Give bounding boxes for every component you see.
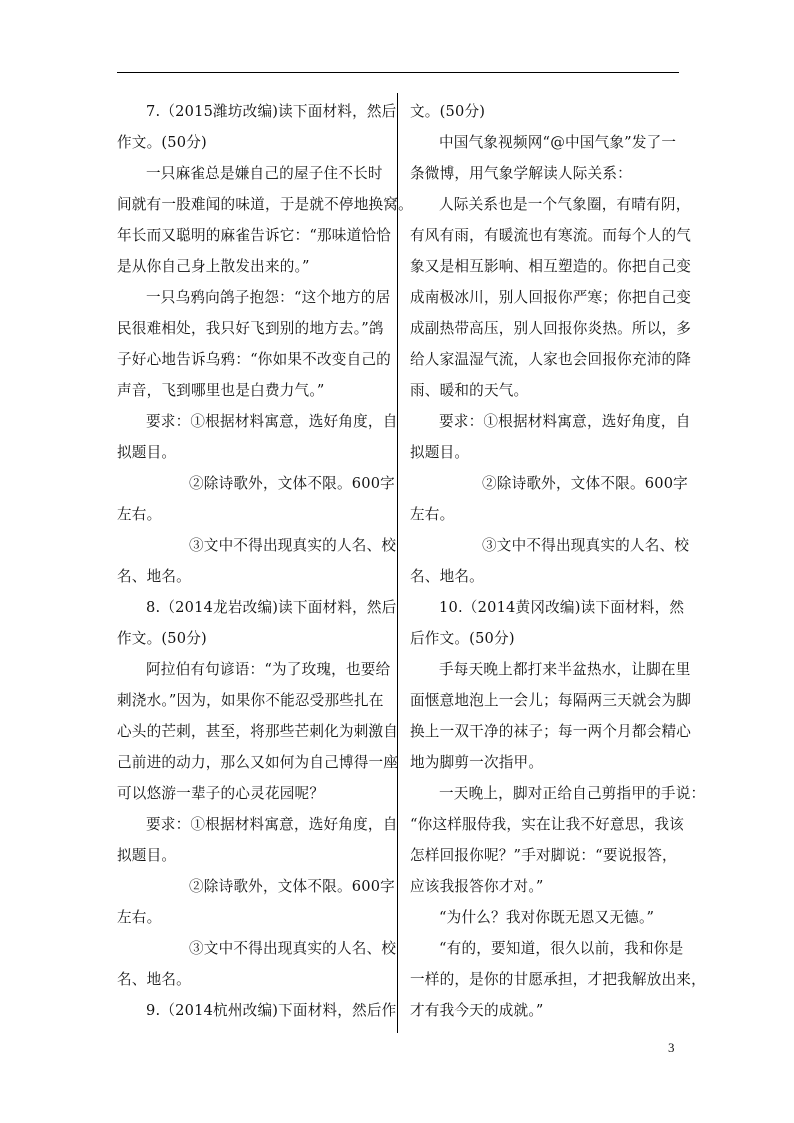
page-number: 3: [668, 1040, 675, 1055]
text-line: “有的，要知道，很久以前，我和你是: [439, 940, 684, 957]
text-line: 要求：①根据材料寓意，选好角度，自: [439, 413, 691, 430]
text-line: ②除诗歌外，文体不限。600字: [189, 475, 395, 492]
text-line: 怎样回报你呢？”手对脚说：“要说报答，: [410, 847, 677, 864]
text-line: 条微博，用气象学解读人际关系：: [410, 165, 632, 182]
text-line: 象又是相互影响、相互塑造的。你把自己变: [410, 258, 692, 275]
text-line: “你这样服侍我，实在让我不好意思，我该: [410, 816, 684, 833]
text-line: 8.（2014龙岩改编)读下面材料，然后: [146, 599, 397, 616]
text-line: 民很难相处，我只好飞到别的地方去。”鸽: [117, 320, 384, 337]
text-line: 一只麻雀总是嫌自己的屋子住不长时: [146, 165, 383, 182]
text-line: 名、地名。: [410, 568, 484, 585]
text-line: 换上一双干净的袜子；每一两个月都会精心: [410, 723, 692, 740]
text-line: 名、地名。: [117, 568, 191, 585]
text-line: 要求：①根据材料寓意，选好角度，自: [146, 816, 398, 833]
text-line: 7.（2015潍坊改编)读下面材料，然后: [146, 103, 397, 120]
text-line: 给人家温湿气流，人家也会回报你充沛的降: [410, 351, 692, 368]
text-line: 可以悠游一辈子的心灵花园呢？: [117, 785, 325, 802]
text-line: ③文中不得出现真实的人名、校: [482, 537, 690, 554]
text-line: 作文。(50分): [117, 134, 207, 151]
text-line: 才有我今天的成就。”: [410, 1002, 544, 1019]
text-line: 间就有一股难闻的味道，于是就不停地换窝。: [117, 196, 413, 213]
text-line: 一样的，是你的甘愿承担，才把我解放出来，: [410, 971, 706, 988]
text-line: 地为脚剪一次指甲。: [410, 754, 544, 771]
text-line: 后作文。(50分): [410, 630, 515, 647]
text-line: 作文。(50分): [117, 630, 207, 647]
text-line: 拟题目。: [117, 444, 177, 461]
text-line: 一只乌鸦向鸽子抱怨：“这个地方的居: [146, 289, 391, 306]
left-column: [117, 96, 413, 1026]
text-line: 手每天晚上都打来半盆热水，让脚在里: [439, 661, 691, 678]
text-line: 心头的芒刺，甚至，将那些芒刺化为刺激自: [117, 723, 399, 740]
text-line: 年长而又聪明的麻雀告诉它：“那味道恰恰: [117, 227, 391, 244]
column-divider: [397, 93, 398, 1033]
text-line: 有风有雨，有暖流也有寒流。而每个人的气: [410, 227, 692, 244]
text-line: 左右。: [410, 506, 455, 523]
text-line: 9.（2014杭州改编)下面材料，然后作: [146, 1002, 397, 1019]
text-line: 左右。: [117, 909, 162, 926]
text-line: 刺浇水。”因为，如果你不能忍受那些扎在: [117, 692, 384, 709]
text-line: 拟题目。: [117, 847, 177, 864]
text-line: 10.（2014黄冈改编)读下面材料，然: [439, 599, 685, 616]
text-line: 左右。: [117, 506, 162, 523]
text-line: 中国气象视频网“@中国气象”发了一: [439, 134, 677, 151]
text-line: 雨、暖和的天气。: [410, 382, 529, 399]
text-line: 应该我报答你才对。”: [410, 878, 544, 895]
text-line: 文。(50分): [410, 103, 486, 120]
text-line: 成副热带高压，别人回报你炎热。所以，多: [410, 320, 692, 337]
text-line: 面惬意地泡上一会儿；每隔两三天就会为脚: [410, 692, 692, 709]
text-line: 阿拉伯有句谚语：“为了玫瑰，也要给: [146, 661, 391, 678]
right-column: [410, 96, 706, 1026]
text-line: 成南极冰川，别人回报你严寒；你把自己变: [410, 289, 692, 306]
text-line: 声音，飞到哪里也是白费力气。”: [117, 382, 325, 399]
text-line: ②除诗歌外，文体不限。600字: [482, 475, 688, 492]
text-line: 名、地名。: [117, 971, 191, 988]
text-line: “为什么？我对你既无恩又无德。”: [439, 909, 655, 926]
text-line: ②除诗歌外，文体不限。600字: [189, 878, 395, 895]
text-line: ③文中不得出现真实的人名、校: [189, 537, 397, 554]
text-line: 子好心地告诉乌鸦：“你如果不改变自己的: [117, 351, 391, 368]
text-line: 是从你自己身上散发出来的。”: [117, 258, 310, 275]
text-line: 拟题目。: [410, 444, 470, 461]
text-line: 人际关系也是一个气象圈，有晴有阴，: [439, 196, 691, 213]
text-line: 要求：①根据材料寓意，选好角度，自: [146, 413, 398, 430]
text-line: ③文中不得出现真实的人名、校: [189, 940, 397, 957]
header-rule: [117, 72, 679, 73]
text-line: 己前进的动力，那么又如何为自己博得一座: [117, 754, 399, 771]
text-line: 一天晚上，脚对正给自己剪指甲的手说：: [439, 785, 706, 802]
